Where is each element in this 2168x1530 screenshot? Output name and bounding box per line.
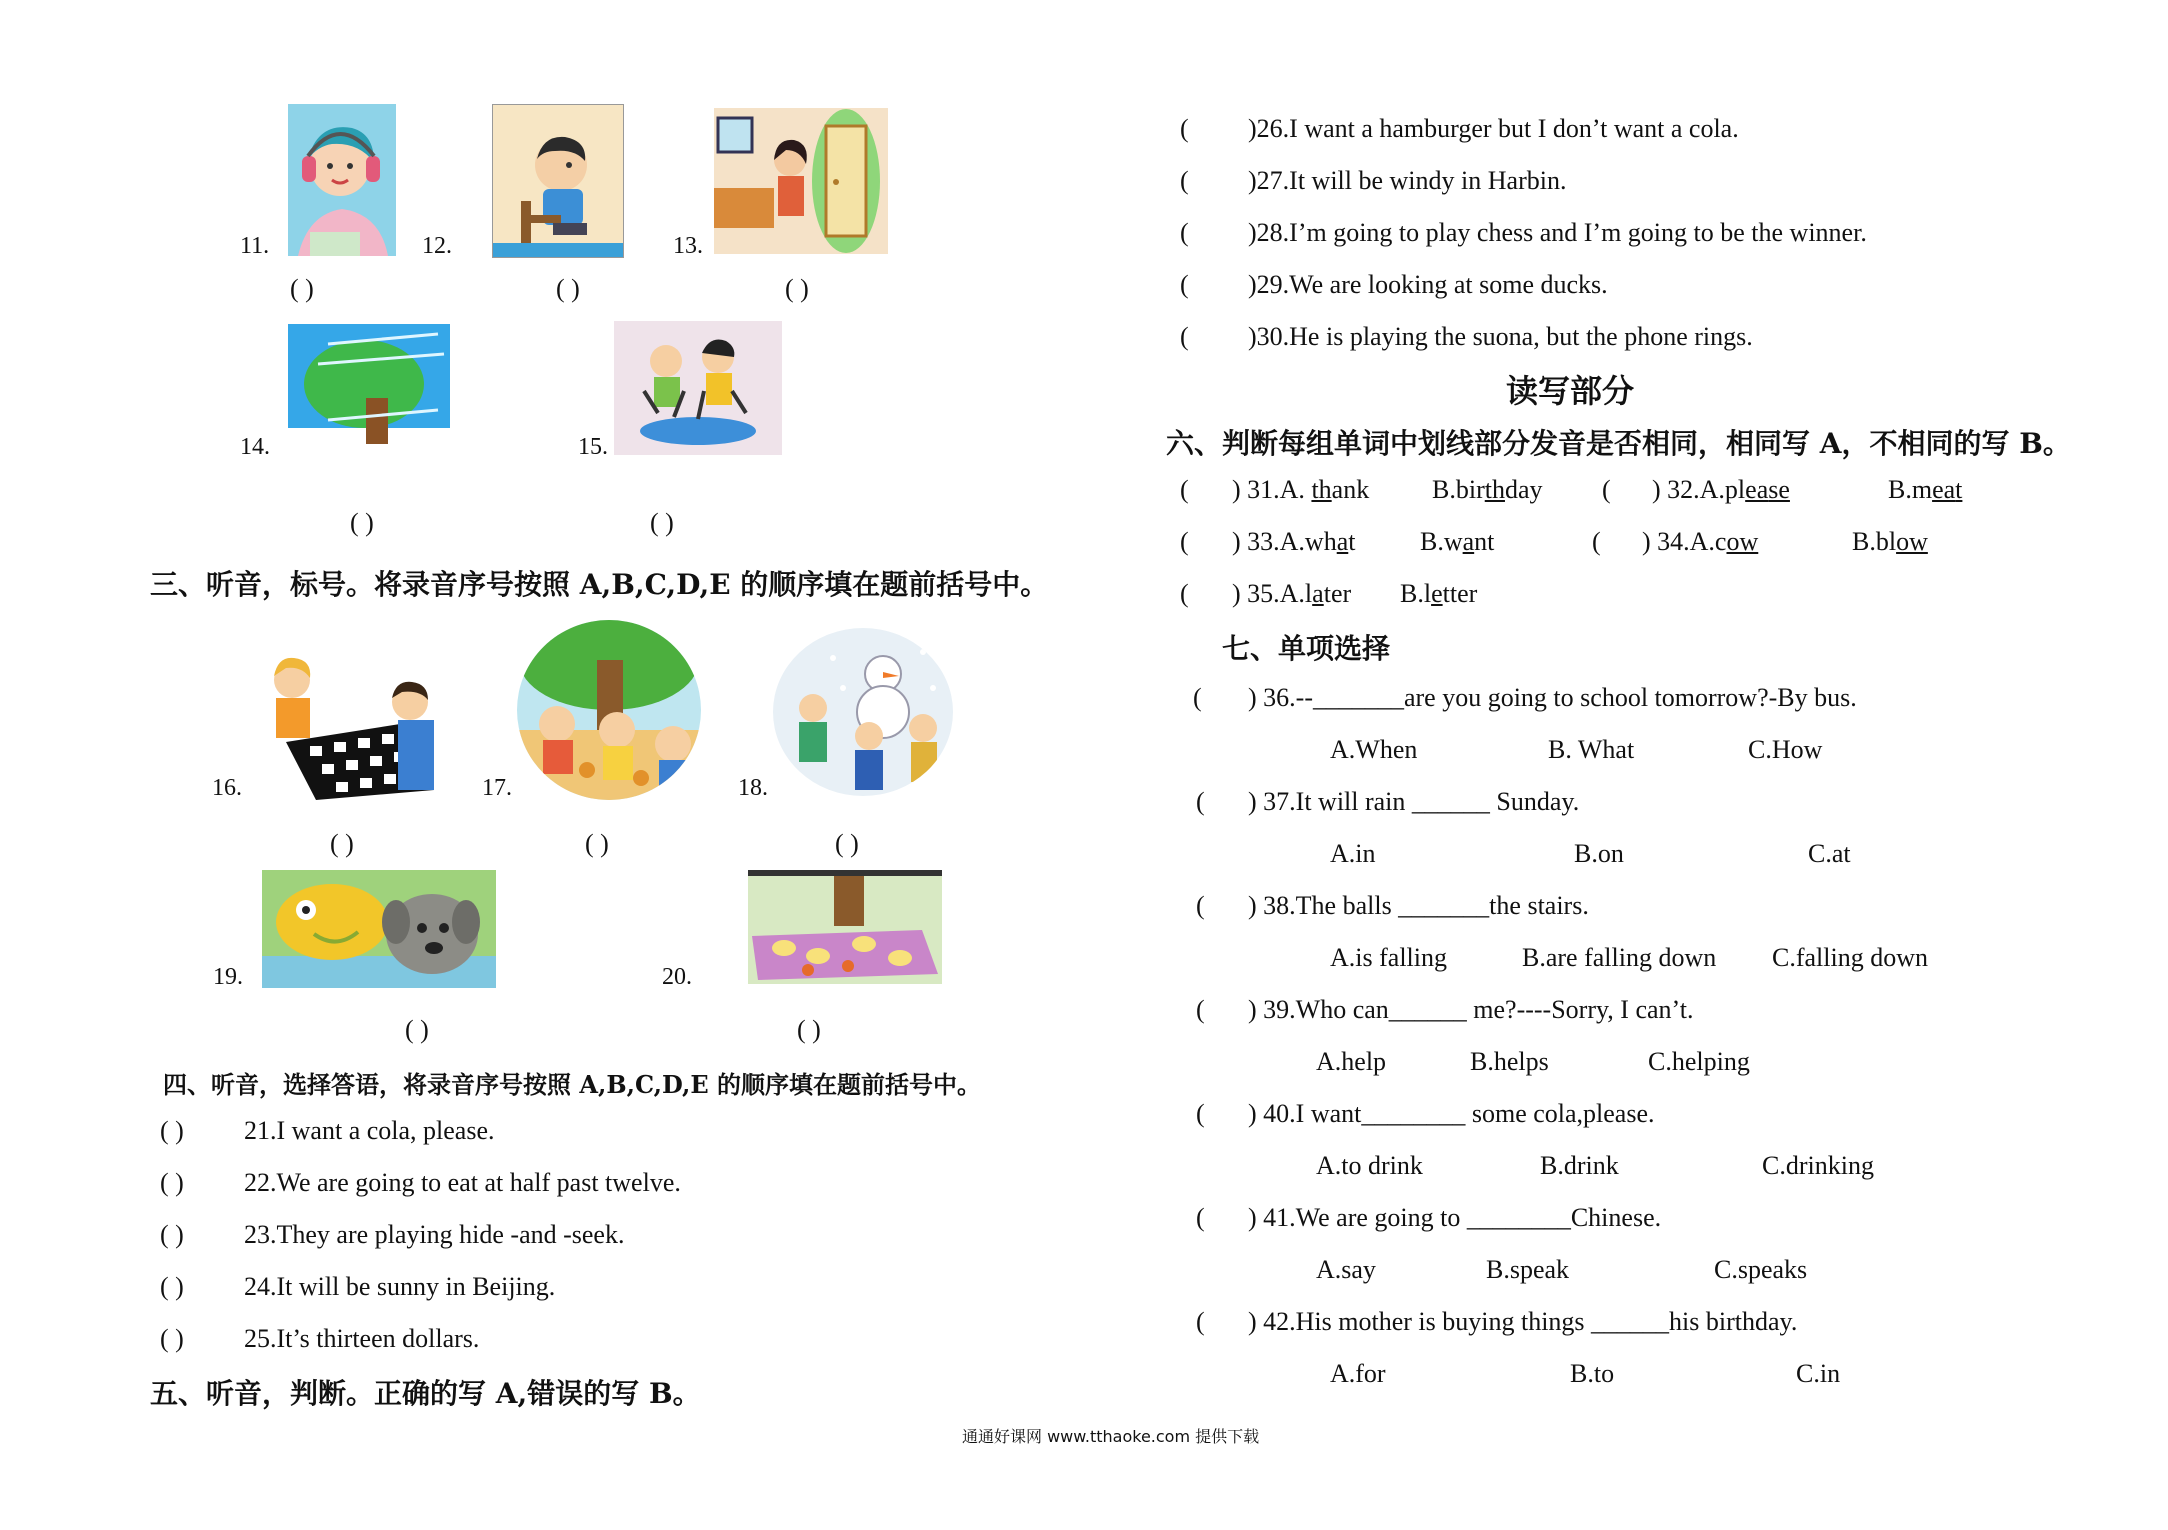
answer-bracket-42[interactable]: ( (1196, 1307, 1205, 1336)
question-35-option-b (1400, 579, 1477, 609)
answer-bracket-37[interactable]: ( (1196, 787, 1205, 816)
label-19: 19. (213, 964, 243, 990)
answer-bracket-25[interactable]: ( ) (160, 1324, 184, 1353)
q42-option-c[interactable]: C.in (1796, 1359, 1841, 1388)
label-15: 15. (578, 434, 608, 460)
question-32-option-b (1888, 475, 1962, 505)
answer-bracket-28[interactable]: ( (1180, 218, 1189, 247)
label-13: 13. (673, 233, 703, 259)
picture-picnic-under-tree (517, 620, 702, 800)
q37-option-a[interactable]: A.in (1330, 839, 1376, 868)
label-17: 17. (482, 775, 512, 801)
question-31-option-b (1432, 475, 1543, 505)
q35-prefix: ) 35.A.l (1232, 579, 1313, 608)
q32-prefix: ) 32.A.pl (1652, 475, 1746, 504)
q35-b-rest: tter (1442, 579, 1478, 608)
question-22: 22.We are going to eat at half past twelve. (244, 1168, 681, 1197)
label-20: 20. (662, 964, 692, 990)
q33-b-rest: nt (1474, 527, 1495, 556)
section-3-heading: 三、听音，标号。将录音序号按照 A,B,C,D,E 的顺序填在题前括号中。 (150, 568, 1049, 601)
answer-bracket-27[interactable]: ( (1180, 166, 1189, 195)
answer-bracket-33[interactable]: ( (1180, 527, 1189, 556)
answer-bracket-32[interactable]: ( (1602, 475, 1611, 504)
question-29: )29.We are looking at some ducks. (1248, 270, 1608, 299)
answer-bracket-20[interactable]: ( ) (797, 1015, 821, 1044)
q37-option-b[interactable]: B.on (1574, 839, 1624, 868)
q33-b-prefix: B.w (1420, 527, 1463, 556)
question-34-option-a (1642, 527, 1758, 557)
answer-bracket-40[interactable]: ( (1196, 1099, 1205, 1128)
q31-b-underlined: th (1484, 475, 1505, 504)
question-30: )30.He is playing the suona, but the phone rings. (1248, 322, 1753, 351)
answer-bracket-23[interactable]: ( ) (160, 1220, 184, 1249)
answer-bracket-11[interactable]: ( ) (290, 274, 314, 303)
q36-option-a[interactable]: A.When (1330, 735, 1418, 764)
label-18: 18. (738, 775, 768, 801)
answer-bracket-13[interactable]: ( ) (785, 274, 809, 303)
question-34-option-b (1852, 527, 1928, 557)
q36-option-c[interactable]: C.How (1748, 735, 1823, 764)
q33-a-rest: t (1348, 527, 1356, 556)
q37-option-c[interactable]: C.at (1808, 839, 1851, 868)
answer-bracket-12[interactable]: ( ) (556, 274, 580, 303)
q33-b-underlined: a (1462, 527, 1475, 556)
q39-option-a[interactable]: A.help (1316, 1047, 1387, 1076)
q35-b-underlined: e (1431, 579, 1443, 608)
picture-girl-headphones (288, 104, 396, 256)
picture-girl-answering-door (714, 108, 888, 254)
answer-bracket-21[interactable]: ( ) (160, 1116, 184, 1145)
question-39: ) 39.Who can______ me?----Sorry, I can’t. (1248, 995, 1694, 1024)
label-12: 12. (422, 233, 452, 259)
picture-boy-on-chair (492, 104, 624, 258)
question-25: 25.It’s thirteen dollars. (244, 1324, 480, 1353)
section-4-heading: 四、听音，选择答语，将录音序号按照 A,B,C,D,E 的顺序填在题前括号中。 (163, 1070, 981, 1099)
q39-option-c[interactable]: C.helping (1648, 1047, 1750, 1076)
question-41: ) 41.We are going to ________Chinese. (1248, 1203, 1662, 1232)
q40-option-c[interactable]: C.drinking (1762, 1151, 1874, 1180)
q34-b-prefix: B.bl (1852, 527, 1897, 556)
answer-bracket-24[interactable]: ( ) (160, 1272, 184, 1301)
q31-a-underlined: th (1311, 475, 1332, 504)
answer-bracket-14[interactable]: ( ) (350, 508, 374, 537)
answer-bracket-35[interactable]: ( (1180, 579, 1189, 608)
question-21: 21.I want a cola, please. (244, 1116, 495, 1145)
q32-b-prefix: B.m (1888, 475, 1933, 504)
answer-bracket-22[interactable]: ( ) (160, 1168, 184, 1197)
answer-bracket-31[interactable]: ( (1180, 475, 1189, 504)
question-40: ) 40.I want________ some cola,please. (1248, 1099, 1655, 1128)
answer-bracket-30[interactable]: ( (1180, 322, 1189, 351)
section-7-heading: 七、单项选择 (1222, 632, 1391, 665)
picture-cartoon-dogs (262, 870, 496, 988)
question-33-option-a (1232, 527, 1356, 557)
q40-option-a[interactable]: A.to drink (1316, 1151, 1423, 1180)
answer-bracket-38[interactable]: ( (1196, 891, 1205, 920)
picture-windy-tree (288, 324, 450, 456)
footer-source: 通通好课网 www.tthaoke.com 提供下载 (962, 1427, 1260, 1446)
q38-option-c[interactable]: C.falling down (1772, 943, 1928, 972)
question-23: 23.They are playing hide -and -seek. (244, 1220, 625, 1249)
q36-option-b[interactable]: B. What (1548, 735, 1635, 764)
section-5-heading: 五、听音，判断。正确的写 A,错误的写 B。 (150, 1377, 701, 1410)
answer-bracket-26[interactable]: ( (1180, 114, 1189, 143)
answer-bracket-34[interactable]: ( (1592, 527, 1601, 556)
q42-option-b[interactable]: B.to (1570, 1359, 1615, 1388)
q35-a-rest: ter (1323, 579, 1352, 608)
question-36: ) 36.--_______are you going to school tomorrow?-By bus. (1248, 683, 1857, 712)
label-11: 11. (240, 233, 270, 259)
q40-option-b[interactable]: B.drink (1540, 1151, 1619, 1180)
q41-option-a[interactable]: A.say (1316, 1255, 1376, 1284)
picture-kids-playing-chess (260, 652, 442, 800)
q31-a-rest: ank (1331, 475, 1370, 504)
q31-prefix: ) 31.A. (1232, 475, 1312, 504)
answer-bracket-17[interactable]: ( ) (585, 829, 609, 858)
q35-b-prefix: B.l (1400, 579, 1432, 608)
answer-bracket-29[interactable]: ( (1180, 270, 1189, 299)
question-32-option-a (1652, 475, 1790, 505)
answer-bracket-39[interactable]: ( (1196, 995, 1205, 1024)
reading-part-title: 读写部分 (1506, 372, 1635, 410)
picture-ducks-picnic (748, 870, 942, 984)
question-33-option-b (1420, 527, 1494, 557)
answer-bracket-15[interactable]: ( ) (650, 508, 674, 537)
picture-kids-jumping (614, 321, 782, 455)
question-26: )26.I want a hamburger but I don’t want a cola. (1248, 114, 1739, 143)
question-35-option-a (1232, 579, 1351, 609)
q35-a-underlined: a (1312, 579, 1324, 608)
answer-bracket-16[interactable]: ( ) (330, 829, 354, 858)
q34-a-underlined: ow (1726, 527, 1759, 556)
q41-option-c[interactable]: C.speaks (1714, 1255, 1808, 1284)
q42-option-a[interactable]: A.for (1330, 1359, 1386, 1388)
question-24: 24.It will be sunny in Beijing. (244, 1272, 556, 1301)
answer-bracket-18[interactable]: ( ) (835, 829, 859, 858)
question-28: )28.I’m going to play chess and I’m going to be the winner. (1248, 218, 1867, 247)
q38-option-b[interactable]: B.are falling down (1522, 943, 1717, 972)
q32-a-underlined: ea (1745, 475, 1769, 504)
answer-bracket-41[interactable]: ( (1196, 1203, 1205, 1232)
answer-bracket-19[interactable]: ( ) (405, 1015, 429, 1044)
q32-b-underlined: ea (1932, 475, 1956, 504)
label-14: 14. (240, 434, 270, 460)
q34-prefix: ) 34.A.c (1642, 527, 1727, 556)
q32-a-rest: se (1768, 475, 1790, 504)
q34-b-underlined: ow (1896, 527, 1928, 556)
q41-option-b[interactable]: B.speak (1486, 1255, 1570, 1284)
q31-b-rest: day (1504, 475, 1543, 504)
question-37: ) 37.It will rain ______ Sunday. (1248, 787, 1580, 816)
q32-b-rest: t (1955, 475, 1963, 504)
answer-bracket-36[interactable]: ( (1193, 683, 1202, 712)
q33-prefix: ) 33.A.wh (1232, 527, 1337, 556)
question-42: ) 42.His mother is buying things ______his birthday. (1248, 1307, 1798, 1336)
picture-snowman-snow-day (773, 628, 953, 796)
q38-option-a[interactable]: A.is falling (1330, 943, 1447, 972)
q39-option-b[interactable]: B.helps (1470, 1047, 1549, 1076)
q31-b-prefix: B.bir (1432, 475, 1485, 504)
q33-a-underlined: a (1336, 527, 1349, 556)
label-16: 16. (212, 775, 242, 801)
question-31-option-a (1232, 475, 1369, 505)
question-38: ) 38.The balls _______the stairs. (1248, 891, 1589, 920)
question-27: )27.It will be windy in Harbin. (1248, 166, 1567, 195)
section-6-heading: 六、判断每组单词中划线部分发音是否相同，相同写 A，不相同的写 B。 (1166, 427, 2071, 460)
